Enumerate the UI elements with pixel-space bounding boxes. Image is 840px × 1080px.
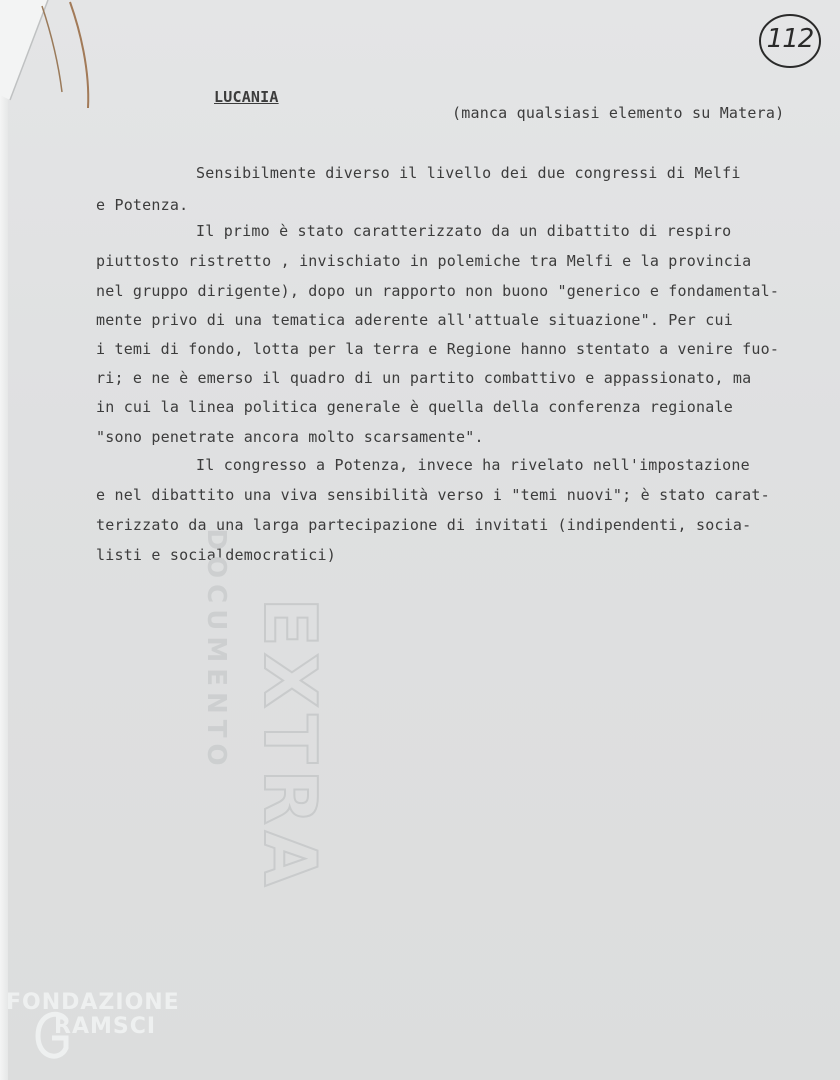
body-line: mente privo di una tematica aderente all'attuale situazione". Per cui (96, 311, 733, 329)
body-line: piuttosto ristretto , invischiato in polemiche tra Melfi e la provincia (96, 252, 752, 270)
body-line: terizzato da una larga partecipazione di invitati (indipendenti, socia- (96, 516, 752, 534)
body-line: nel gruppo dirigente), dopo un rapporto non buono "generico e fondamental- (96, 282, 780, 300)
watermark-secondary: DOCUMENTO (201, 528, 231, 772)
watermark-stamp: EXTRA (248, 597, 332, 893)
body-line: Il congresso a Potenza, invece ha rivelato nell'impostazione (196, 456, 750, 474)
body-line: in cui la linea politica generale è quella della conferenza regionale (96, 398, 733, 416)
folded-corner (0, 0, 110, 120)
fondazione-gramsci-logo (4, 990, 214, 1080)
body-line: Il primo è stato caratterizzato da un dibattito di respiro (196, 222, 732, 240)
logo-line-1: FONDAZIONE (6, 990, 180, 1015)
body-line: e Potenza. (96, 196, 189, 214)
page-edge (0, 0, 8, 1080)
page-number: 112 (766, 24, 814, 54)
body-line: listi e socialdemocratici) (96, 546, 336, 564)
document-subtitle: (manca qualsiasi elemento su Matera) (452, 104, 785, 122)
logo-line-2: RAMSCI (54, 1014, 157, 1039)
body-line: i temi di fondo, lotta per la terra e Regione hanno stentato a venire fuo- (96, 340, 780, 358)
document-title: LUCANIA (214, 88, 279, 106)
body-line: Sensibilmente diverso il livello dei due congressi di Melfi (196, 164, 741, 182)
body-line: e nel dibattito una viva sensibilità verso i "temi nuovi"; è stato carat- (96, 486, 770, 504)
body-line: ri; e ne è emerso il quadro di un partito combattivo e appassionato, ma (96, 369, 752, 387)
body-line: "sono penetrate ancora molto scarsamente". (96, 428, 484, 446)
page-number-stamp (758, 12, 822, 70)
